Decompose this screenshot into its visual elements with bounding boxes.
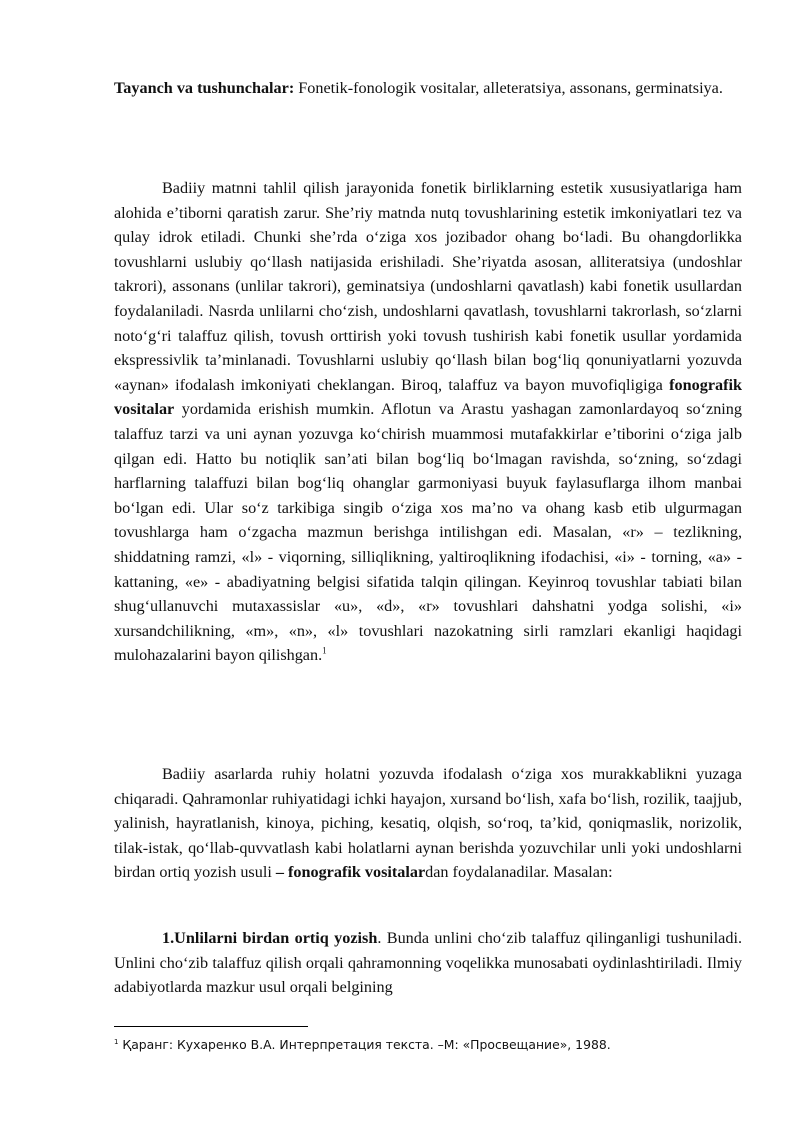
- keywords-line: [114, 76, 742, 101]
- keywords-text: Fonetik-fonologik vositalar, alleteratsiya, assonans, germinatsiya.: [294, 79, 723, 97]
- paragraph-3-heading: 1.Unlilarni birdan ortiq yozish: [162, 929, 378, 947]
- paragraph-1-bold: fonografik vositalar: [114, 375, 742, 419]
- footnote: [114, 1036, 742, 1054]
- footnote-marker: 1: [114, 1037, 119, 1046]
- paragraph-3-text: . Bunda unlini cho‘zib talaffuz qilinganligi tushuniladi. Unlini cho‘zib talaffuz qilish orqali qahramonning voqelikka munosabati oydinlashtiriladi. Ilmiy adabiyotlarda mazkur usul orqali belgining: [114, 929, 742, 997]
- footnote-reference[interactable]: 1: [322, 645, 327, 656]
- paragraph-1: [114, 176, 742, 668]
- paragraph-2-bold: – fonografik vositalar: [275, 863, 426, 882]
- footnote-separator: [114, 1026, 308, 1027]
- paragraph-2-text-a: Badiiy asarlarda ruhiy holatni yozuvda ifodalash o‘ziga xos murakkablikni yuzaga chiqaradi. Qahramonlar ruhiyatidagi ichki hayajon, xursand bo‘lish, xafa bo‘lish, rozilik, taajjub, yalinish, hayratlanish, kinoya, piching, kesatiq, olqish, so‘roq, ta’kid, qoniqmaslik, norizolik, tilak-istak, qo‘llab-quvvatlash kabi holatlarni aynan berishda yozuvchilar unli yoki undoshlarni birdan ortiq yozish usuli: [114, 765, 742, 882]
- keywords-label: Tayanch va tushunchalar:: [114, 79, 295, 97]
- paragraph-3: [114, 926, 742, 1000]
- paragraph-1-text-b: yordamida erishish mumkin. Aflotun va Arastu yashagan zamonlardayoq so‘zning talaffuz tarzi va uni aynan yozuvga ko‘chirish muammosi mutafakkirlar e’tiborini o‘ziga jalb qilgan edi. Hatto bu notiqlik san’ati bilan bog‘liq bo‘lmagan ravishda, so‘zning, so‘zdagi harflarning talaffuzi bilan bog‘liq ohanglar garmoniyasi buyuk faylasuflarga ilhom manbai bo‘lgan edi. Ular so‘z tarkibiga singib o‘ziga xos ma’no va ohang kasb etib ulgurmagan tovushlarga ham o‘zgacha mazmun berishga intilishgan edi. Masalan, «r» – tezlikning, shiddatning ramzi, «l» - viqorning, silliqlikning, yaltiroqlikning ifodachisi, «i» - torning, «a» - kattaning, «e» - abadiyatning belgisi sifatida talqin qilingan. Keyinroq tovushlar tabiati bilan shug‘ullanuvchi mutaxassislar «u», «d», «r» tovushlari dahshatni yodga solishi, «i» xursandchilikning, «m», «n», «l» tovushlari nazokatning sirli ramzlari ekanligi haqidagi mulohazalarini bayon qilishgan.: [114, 400, 742, 665]
- paragraph-1-text-a: Badiiy matnni tahlil qilish jarayonida fonetik birliklarning estetik xususiyatlariga ham alohida e’tiborni qaratish zarur. She’riy matnda nutq tovushlarining estetik imkoniyatlari tez va qulay idrok etiladi. Chunki she’rda o‘ziga xos jozibador ohang bo‘ladi. Bu ohangdorlikka tovushlarni uslubiy qo‘llash natijasida erishiladi. She’riyatda asosan, alliteratsiya (undoshlar takrori), assonans (unlilar takrori), geminatsiya (undoshlarni qavatlash) kabi fonetik usullardan foydalaniladi. Nasrda unlilarni cho‘zish, undoshlarni qavatlash, tovushlarni takrorlash, so‘zlarni noto‘g‘ri talaffuz qilish, tovush orttirish yoki tovush tushirish kabi fonetik usullar yordamida ekspressivlik ta’minlanadi. Tovushlarni uslubiy qo‘llash bilan bog‘liq qonuniyatlarni yozuvda «aynan» ifodalash imkoniyati cheklangan. Biroq, talaffuz va bayon muvofiqligiga: [114, 179, 742, 394]
- paragraph-2: [114, 762, 742, 885]
- footnote-text: Қаранг: Кухаренко В.А. Интерпретация текста. –М: «Просвещание», 1988.: [118, 1037, 611, 1052]
- paragraph-2-text-b: dan foydalanadilar. Masalan:: [425, 863, 613, 882]
